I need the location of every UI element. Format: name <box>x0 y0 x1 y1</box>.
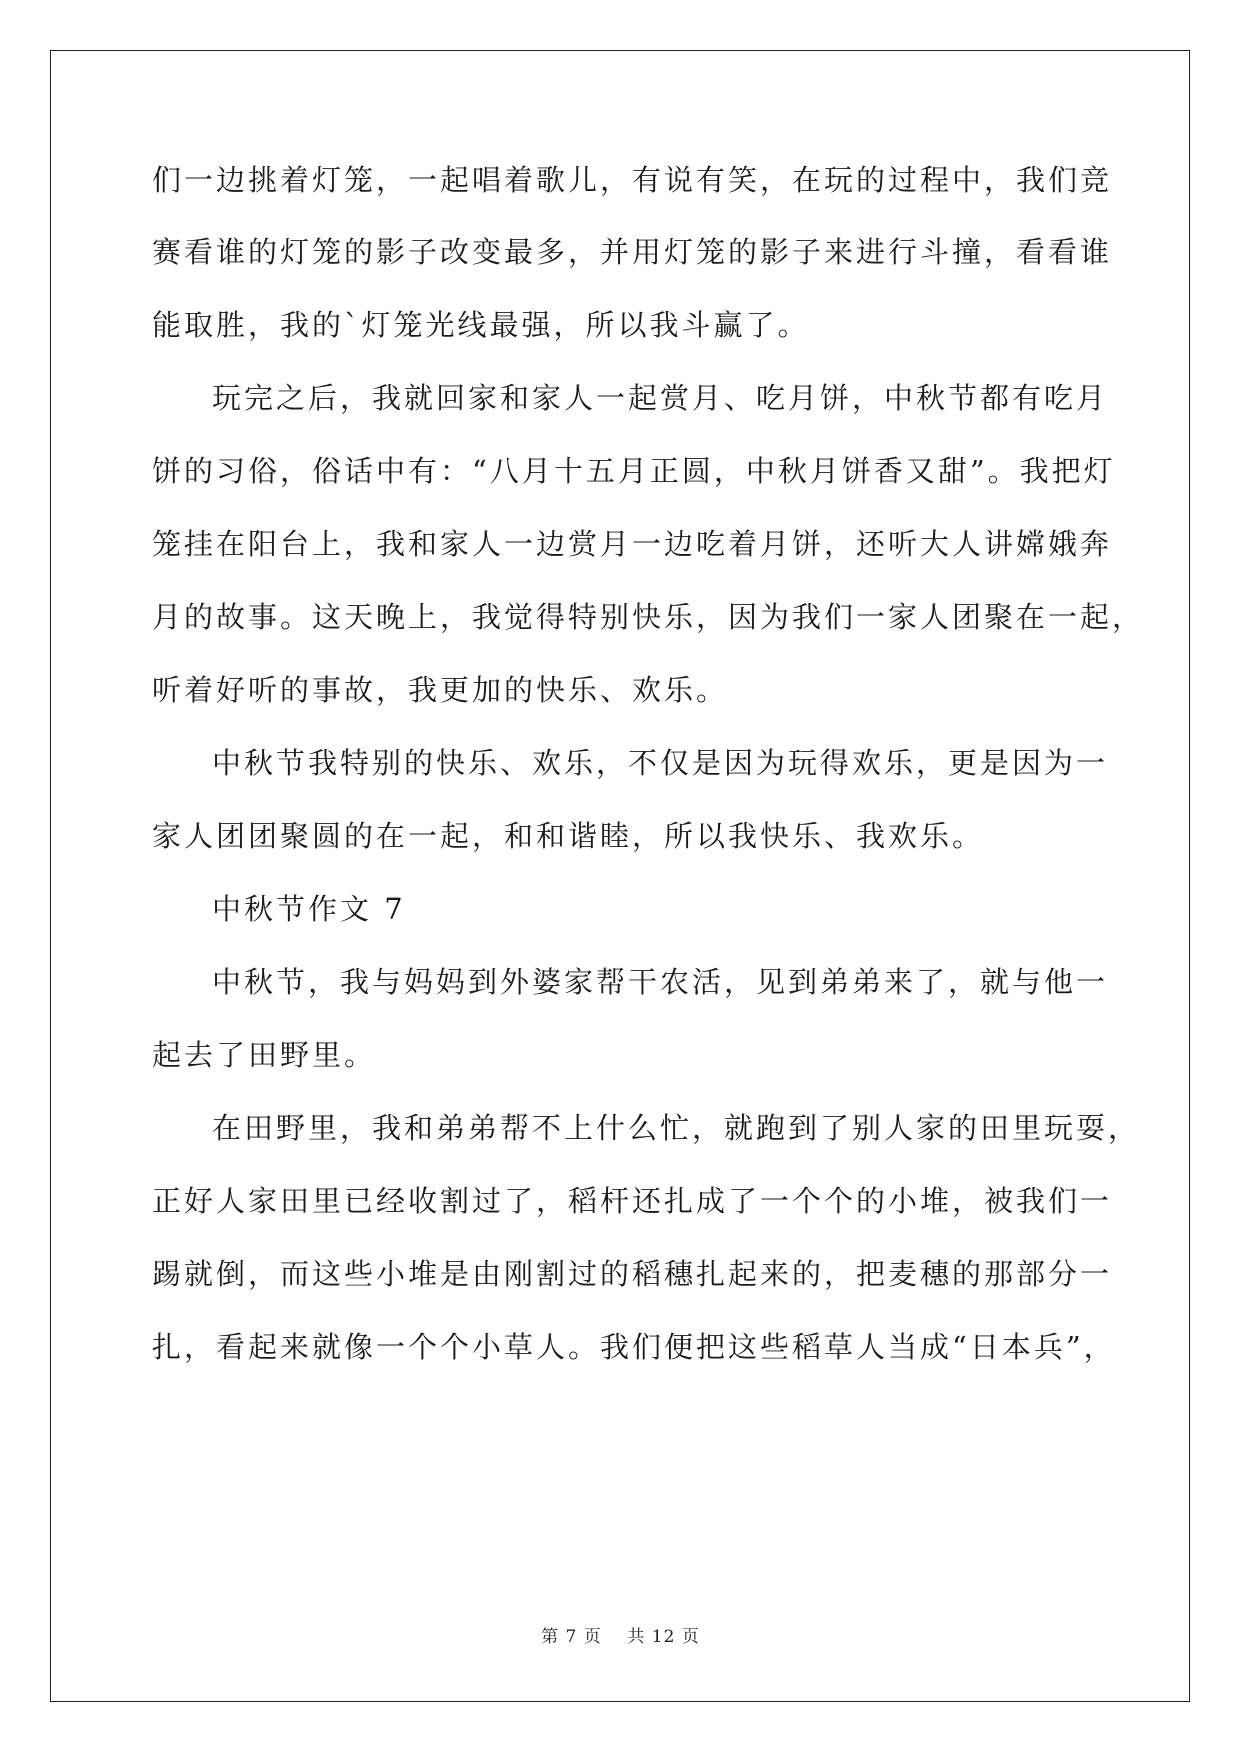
text-line: 中秋节，我与妈妈到外婆家帮干农活，见到弟弟来了，就与他一 <box>212 965 1109 999</box>
text-line: 赛看谁的灯笼的影子改变最多，并用灯笼的影子来进行斗撞，看看谁 <box>152 235 1113 269</box>
page-border <box>50 50 1190 1702</box>
text-line: 扎，看起来就像一个个小草人。我们便把这些稻草人当成“日本兵”， <box>152 1330 1116 1364</box>
text-line: 笼挂在阳台上，我和家人一边赏月一边吃着月饼，还听大人讲嫦娥奔 <box>152 527 1113 561</box>
page-total: 共 12 页 <box>627 1627 700 1647</box>
text-line: 们一边挑着灯笼，一起唱着歌儿，有说有笑，在玩的过程中，我们竞 <box>152 163 1113 197</box>
page-number: 第 7 页 <box>541 1627 602 1647</box>
text-line: 玩完之后，我就回家和家人一起赏月、吃月饼，中秋节都有吃月 <box>212 381 1109 415</box>
text-line: 踢就倒，而这些小堆是由刚割过的稻穗扎起来的，把麦穗的那部分一 <box>152 1257 1113 1291</box>
text-line: 家人团团聚圆的在一起，和和谐睦，所以我快乐、我欢乐。 <box>152 819 985 853</box>
page-footer <box>0 1622 1241 1647</box>
text-line: 中秋节作文 7 <box>212 892 406 926</box>
text-line: 中秋节我特别的快乐、欢乐，不仅是因为玩得欢乐，更是因为一 <box>212 746 1109 780</box>
text-line: 在田野里，我和弟弟帮不上什么忙，就跑到了别人家的田里玩耍， <box>212 1111 1141 1145</box>
text-line: 能取胜，我的`灯笼光线最强，所以我斗赢了。 <box>152 308 810 342</box>
text-line: 饼的习俗，俗话中有：“八月十五月正圆，中秋月饼香又甜”。我把灯 <box>152 454 1116 488</box>
text-line: 听着好听的事故，我更加的快乐、欢乐。 <box>152 673 729 707</box>
text-line: 正好人家田里已经收割过了，稻杆还扎成了一个个的小堆，被我们一 <box>152 1184 1113 1218</box>
text-line: 起去了田野里。 <box>152 1038 377 1072</box>
text-line: 月的故事。这天晚上，我觉得特别快乐，因为我们一家人团聚在一起， <box>152 600 1145 634</box>
